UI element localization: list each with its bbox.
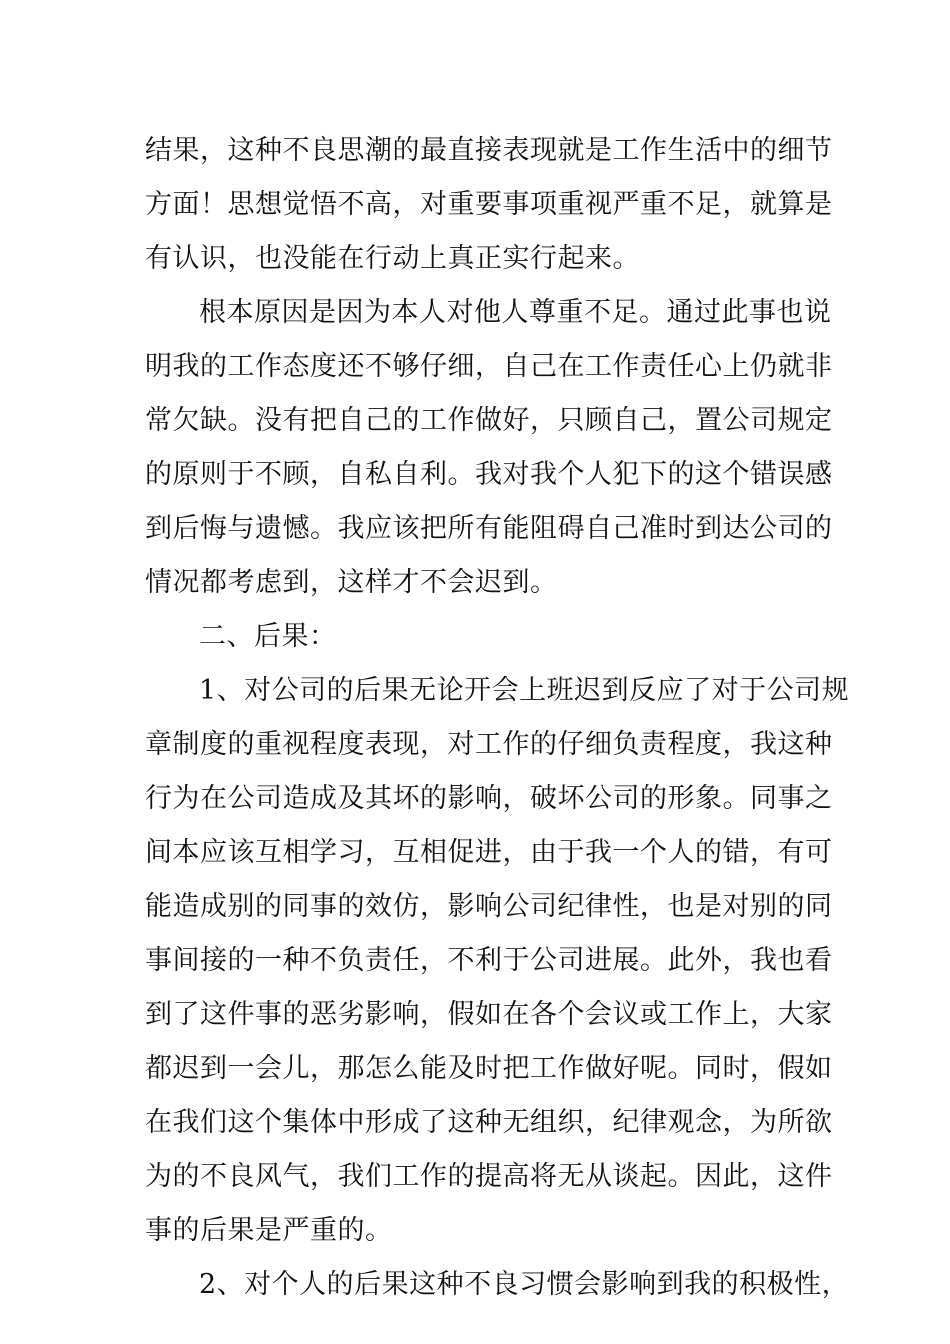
text-line: 章制度的重视程度表现，对工作的仔细负责程度，我这种: [145, 729, 833, 760]
paragraph-root-cause: [145, 286, 833, 610]
text-line: 行为在公司造成及其坏的影响，破坏公司的形象。同事之: [145, 783, 833, 814]
text-line: 方面！思想觉悟不高，对重要事项重视严重不足，就算是: [145, 189, 833, 220]
paragraph-personal-consequences: [145, 1258, 850, 1312]
text-line: 1、对公司的后果无论开会上班迟到反应了对于公司规: [199, 675, 850, 706]
text-line: 在我们这个集体中形成了这种无组织，纪律观念，为所欲: [145, 1107, 833, 1138]
document-body: [145, 124, 850, 1312]
text-line: 有认识，也没能在行动上真正实行起来。: [145, 243, 640, 274]
paragraph-result-continuation: [145, 124, 833, 286]
text-line: 都迟到一会儿，那怎么能及时把工作做好呢。同时，假如: [145, 1053, 833, 1084]
text-line: 情况都考虑到，这样才不会迟到。: [145, 567, 558, 598]
text-line: 事的后果是严重的。: [145, 1215, 393, 1246]
text-line: 事间接的一种不负责任，不利于公司进展。此外，我也看: [145, 945, 833, 976]
text-line: 为的不良风气，我们工作的提高将无从谈起。因此，这件: [145, 1161, 833, 1192]
text-line: 常欠缺。没有把自己的工作做好，只顾自己，置公司规定: [145, 405, 833, 436]
text-line: 的原则于不顾，自私自利。我对我个人犯下的这个错误感: [145, 459, 833, 490]
text-line: 根本原因是因为本人对他人尊重不足。通过此事也说: [199, 297, 832, 328]
text-line: 明我的工作态度还不够仔细，自己在工作责任心上仍就非: [145, 351, 833, 382]
text-line: 2、对个人的后果这种不良习惯会影响到我的积极性，: [199, 1269, 850, 1300]
paragraph-company-consequences: [145, 664, 850, 1258]
text-line: 到了这件事的恶劣影响，假如在各个会议或工作上，大家: [145, 999, 833, 1030]
text-line: 能造成别的同事的效仿，影响公司纪律性，也是对别的同: [145, 891, 833, 922]
section-heading-consequences: [145, 610, 810, 664]
section-heading: 二、后果：: [199, 621, 337, 652]
text-line: 到后悔与遗憾。我应该把所有能阻碍自己准时到达公司的: [145, 513, 833, 544]
text-line: 结果，这种不良思潮的最直接表现就是工作生活中的细节: [145, 135, 833, 166]
text-line: 间本应该互相学习，互相促进，由于我一个人的错，有可: [145, 837, 833, 868]
